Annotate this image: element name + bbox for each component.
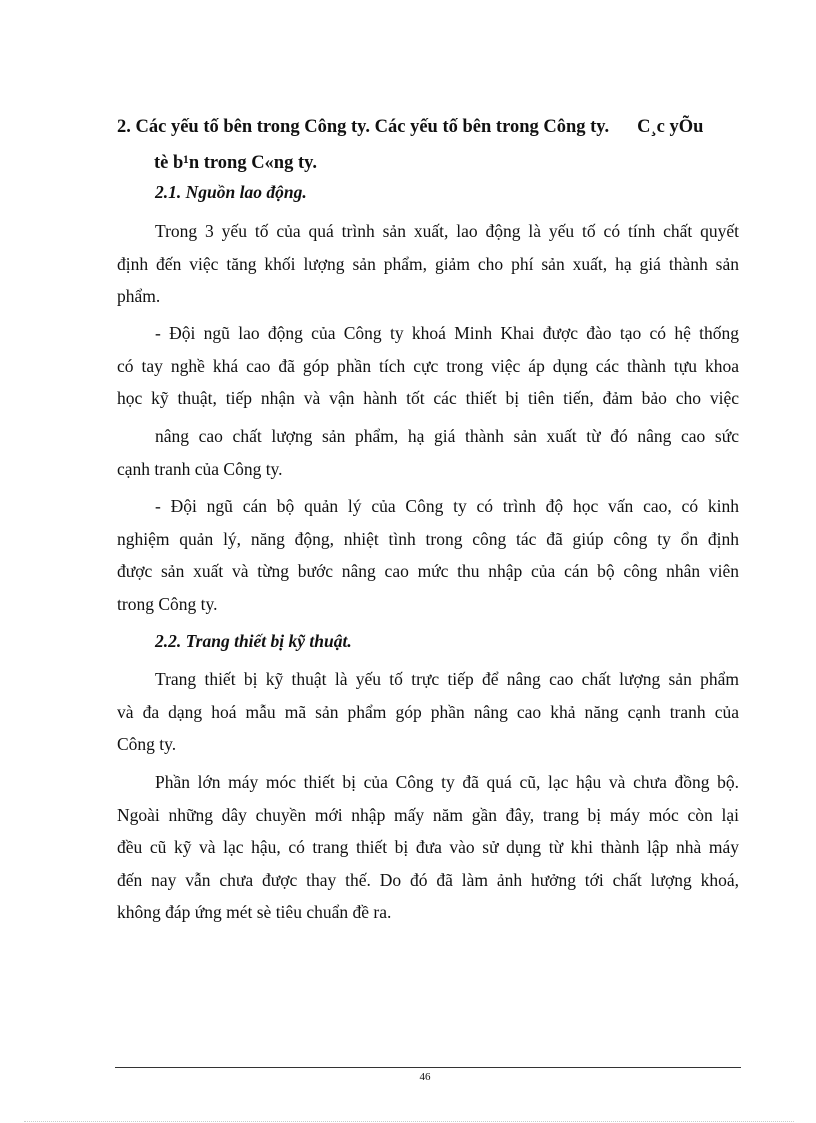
paragraph-labor-team-cont [117,420,739,485]
text-line: được sản xuất và từng bước nâng cao mức thu nhập của cán bộ công nhân viên [117,561,739,581]
text-line: không đáp ứng mét sè tiêu chuẩn đề ra. [117,902,392,922]
text-line: định đến việc tăng khối lượng sản phẩm, giảm cho phí sản xuất, hạ giá thành sản [117,253,739,274]
text-line: nghiệm quản lý, năng động, nhiệt tình trong công tác đã giúp công ty ổn định [117,528,739,549]
paragraph-management [117,490,739,620]
text-line: có tay nghề khá cao đã góp phần tích cực trong việc áp dụng các thành tựu khoa [117,355,739,376]
paragraph-equipment-intro [117,663,739,761]
subheading-2-2: 2.2. Trang thiết bị kỹ thuật. [155,631,352,651]
text-line: và đa dạng hoá mẫu mã sản phẩm góp phần nâng cao khả năng cạnh tranh của [117,701,739,722]
footer-divider [115,1067,741,1068]
section-heading [117,109,747,181]
text-line: Phần lớn máy móc thiết bị của Công ty đã quá cũ, lạc hậu và chưa đồng bộ. [155,772,739,792]
paragraph-labor-team [117,317,739,415]
heading-line-2: tè b¹n trong C«ng ty. [154,153,317,173]
heading-line-1: 2. Các yếu tố bên trong Công ty. Các yếu tố bên trong Công ty. [117,117,610,137]
text-line: Ngoài những dây chuyền mới nhập mấy năm gần đây, trang bị máy móc còn lại [117,804,739,825]
paragraph-labor-intro [117,215,739,313]
page-bottom-edge [24,1121,794,1122]
subheading-2-1: 2.1. Nguồn lao động. [155,182,307,202]
text-line: - Đội ngũ cán bộ quản lý của Công ty có trình độ học vấn cao, có kinh [155,496,739,516]
text-line: cạnh tranh của Công ty. [117,458,283,479]
heading-garbled-text: C¸c yÕu [637,117,704,137]
text-line: đều cũ kỹ và lạc hậu, có trang thiết bị đưa vào sử dụng từ khi thành lập nhà máy [117,837,739,857]
text-line: học kỹ thuật, tiếp nhận và vận hành tốt các thiết bị tiên tiến, đảm bảo cho việc [117,388,739,408]
text-line: Trong 3 yếu tố của quá trình sản xuất, lao động là yếu tố có tính chất quyết [155,221,739,241]
text-line: đến nay vẫn chưa được thay thế. Do đó đã làm ảnh hưởng tới chất lượng khoá, [117,869,739,890]
text-line: phẩm. [117,286,161,306]
text-line: Trang thiết bị kỹ thuật là yếu tố trực tiếp để nâng cao chất lượng sản phẩm [155,669,739,689]
text-line: nâng cao chất lượng sản phẩm, hạ giá thành sản xuất từ đó nâng cao sức [155,426,739,446]
text-line: trong Công ty. [117,593,218,614]
text-line: Công ty. [117,734,177,754]
paragraph-equipment-status [117,766,739,929]
page-number: 46 [419,1071,431,1083]
text-line: - Đội ngũ lao động của Công ty khoá Minh Khai được đào tạo có hệ thống [155,323,739,343]
